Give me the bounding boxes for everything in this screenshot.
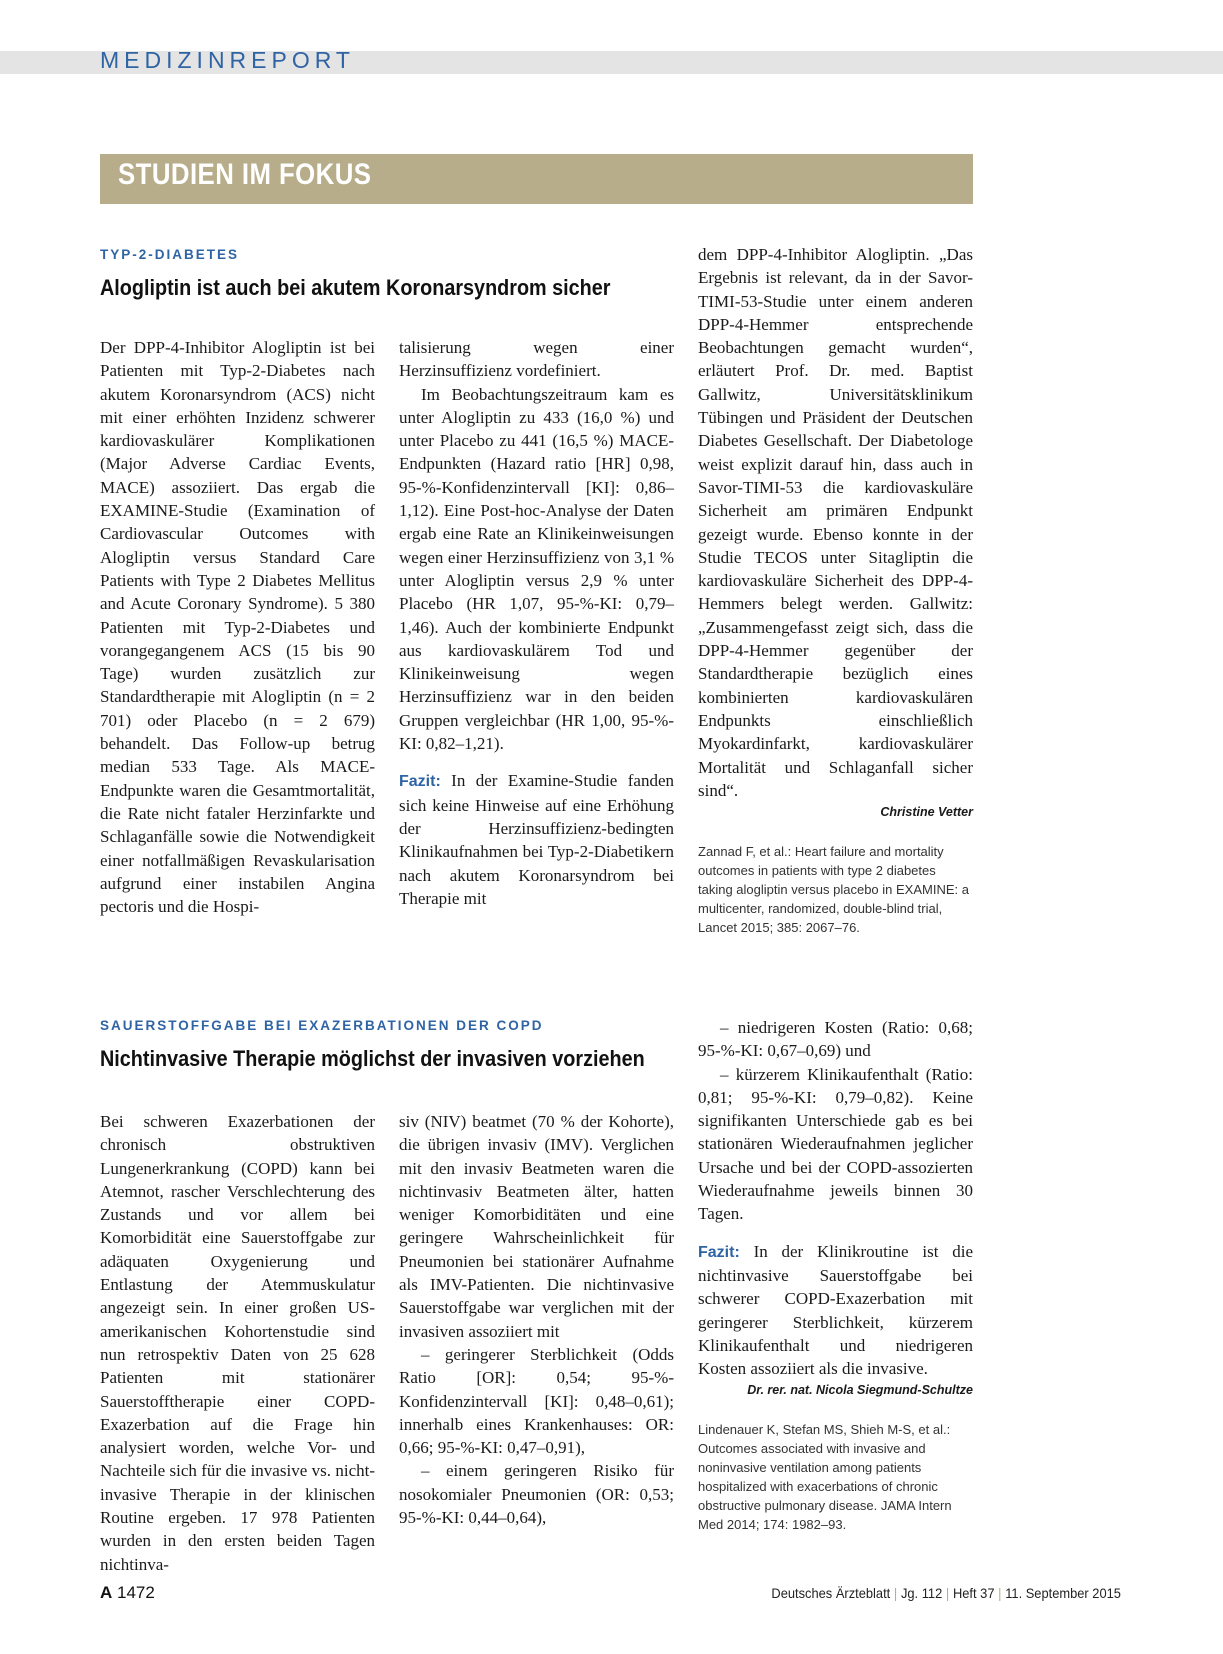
article1-reference: Zannad F, et al.: Heart failure and mortality outcomes in patients with type 2 diabetes taking alogliptin versus placebo in EXAMINE: a multicenter, randomized, double-blind trial, Lancet 2015; 385: 2067–76. (698, 844, 969, 936)
article1-fazit (399, 769, 674, 910)
page-number-value: 1472 (117, 1583, 155, 1602)
article2-col2-para3: – einem geringeren Risiko für nosokomialer Pneumonien (OR: 0,53; 95-%-KI: 0,44–0,64), (399, 1461, 674, 1528)
article2-col2-para2: – geringerer Sterblichkeit (Odds Ratio [OR]: 0,54; 95-%-Konfidenzintervall [KI]: 0,48–0,61); innerhalb eines Krankenhauses: OR: 0,66; 95-%-KI: 0,47–0,91), (399, 1344, 674, 1458)
journal-issue: Heft 37 (952, 1585, 995, 1601)
fazit-text: In der Klinikroutine ist die nichtinvasive Sauerstoffgabe bei schwerer COPD-Exazerbation mit geringerer Sterblichkeit, kürzerem Klinikaufenthalt und niedrigeren Kosten assoziiert als die invasive. (698, 1241, 973, 1379)
article1-col3-text: dem DPP-4-Inhibitor Alogliptin. „Das Ergebnis ist relevant, da in der Savor-TIMI-53-Studie unter einem anderen DPP-4-Hemmer entsprechende Beobachtungen gemacht wurden“, erläutert Prof. Dr. med. Baptist Gallwitz, Universitätsklinikum Tübingen und Präsident der Deutschen Diabetes Gesellschaft. Der Diabetologe weist explizit darauf hin, dass auch in Savor-TIMI-53 die kardiovaskuläre Sicherheit am primären Endpunkt gezeigt wurde. Ebenso konnte in der Studie TECOS unter Sitagliptin die kardiovaskuläre Sicherheit des DPP-4-Hemmers belegt werden. Gallwitz: „Zusammengefasst zeigt sich, dass die DPP-4-Hemmer gegenüber der Standardtherapie bezüglich eines kombinierten kardiovaskulären Endpunkts einschließlich Myokardinfarkt, kardiovaskulärer Mortalität und Schlaganfall sicher sind“. (698, 245, 973, 800)
page-prefix: A (100, 1583, 113, 1602)
article1-col2-para2: Im Beobachtungszeitraum kam es unter Alogliptin zu 433 (16,0 %) und unter Placebo zu 441 (16,5 %) MACE-Endpunkten (Hazard ratio [HR] 0,98, 95-%-Konfidenzintervall [KI]: 0,86–1,12). Eine Post-hoc-Analyse der Daten ergab eine Rate an Klinikeinweisungen wegen einer Herzinsuffizienz von 3,1 % unter Alogliptin versus 2,9 % unter Placebo (HR 1,07, 95-%-KI: 0,79–1,46). Auch der kombinierte Endpunkt aus kardiovaskulärem Tod und Klinikeinweisung wegen Herzinsuffizienz war in den beiden Gruppen vergleichbar (HR 1,00, 95-%-KI: 0,82–1,21). (399, 384, 674, 754)
journal-name: Deutsches Ärzteblatt (771, 1585, 891, 1601)
fazit-text: In der Examine-Studie fanden sich keine Hinweise auf eine Erhöhung der Herzinsuffizienz-bedingten Klinikaufnahmen bei Typ-2-Diabetikern nach akutem Koronarsyndrom bei Therapie mit (399, 771, 674, 908)
article2-fazit (698, 1240, 973, 1381)
article1-headline: Alogliptin ist auch bei akutem Koronarsyndrom sicher (100, 275, 611, 300)
article2-col3-para2: – kürzerem Klinikaufenthalt (Ratio: 0,81; 95-%-KI: 0,79–0,82). Keine signifikanten Unterschiede gab es bei stationären Wiederaufnahmen jeglicher Ursache und bei der COPD-assozierten Wiederaufnahme jeweils binnen 30 Tagen. (698, 1064, 973, 1224)
article1-column-3 (698, 243, 973, 937)
journal-footer: Deutsches Ärzteblatt | Jg. 112 | Heft 37 | 11. September 2015 (771, 1585, 1121, 1601)
fazit-label: Fazit: (399, 773, 441, 791)
article2-col2-para1: siv (NIV) beatmet (70 % der Kohorte), die übrigen invasiv (IMV). Verglichen mit den invasiv Beatmeten waren die nichtinvasiv Beatmeten älter, hatten weniger Komorbiditäten und eine geringere Wahrscheinlichkeit für Pneumonien bei stationärer Aufnahme als IMV-Patienten. Die nichtinvasive Sauerstoffgabe war verglichen mit der invasiven assoziiert mit (399, 1112, 674, 1341)
article1-column-2 (399, 336, 674, 910)
fazit-label: Fazit: (698, 1243, 740, 1261)
article1-author: Christine Vetter (880, 805, 973, 820)
article2-kicker: SAUERSTOFFGABE BEI EXAZERBATIONEN DER COPD (100, 1018, 544, 1033)
article1-col1-text: Der DPP-4-Inhibitor Alogliptin ist bei Patienten mit Typ-2-Diabetes nach akutem Koronarsyndrom (ACS) nicht mit einer erhöhten Inzidenz schwerer kardiovaskulärer Komplikationen (Major Adverse Cardiac Events, MACE) assoziiert. Das ergab die EXAMINE-Studie (Examination of Cardiovascular Outcomes with Alogliptin versus Standard Care Patients with Type 2 Diabetes Mellitus and Acute Coronary Syndrome). 5 380 Patienten mit Typ-2-Diabetes und vorangegangenem ACS (15 bis 90 Tage) wurden zusätzlich zur Standardtherapie mit Alogliptin (n = 2 701) oder Placebo (n = 2 679) behandelt. Das Follow-up betrug median 533 Tage. Als MACE-Endpunkte waren die Gesamtmortalität, die Rate nicht fataler Herzinfarkte und Schlaganfälle sowie die Notwendigkeit einer notfallmäßigen Revaskularisation aufgrund einer instabilen Angina pectoris und die Hospi- (100, 338, 375, 917)
banner-title: STUDIEN IM FOKUS (118, 158, 372, 191)
article2-headline: Nichtinvasive Therapie möglichst der invasiven vorziehen (100, 1046, 645, 1071)
journal-volume: Jg. 112 (900, 1585, 943, 1601)
article1-col2-para1: talisierung wegen einer Herzinsuffizienz vordefiniert. (399, 338, 674, 381)
article2-reference: Lindenauer K, Stefan MS, Shieh M-S, et al.: Outcomes associated with invasive and noninvasive ventilation among patients hospitalized with exacerbations of chronic obstructive pulmonary disease. JAMA Intern Med 2014; 174: 1982–93. (698, 1422, 952, 1533)
article2-column-1 (100, 1110, 375, 1576)
article2-author: Dr. rer. nat. Nicola Siegmund-Schultze (747, 1383, 973, 1398)
article2-column-3 (698, 1016, 973, 1534)
article2-col3-para1: – niedrigeren Kosten (Ratio: 0,68; 95-%-KI: 0,67–0,69) und (698, 1018, 973, 1061)
article2-col1-text: Bei schweren Exazerbationen der chronisch obstruktiven Lungenerkrankung (COPD) kann bei Atemnot, rascher Verschlechterung des Zustands und vor allem bei Komorbidität eine Sauerstoffgabe zur adäquaten Oxygenierung und Entlastung der Atemmuskulatur angezeigt sein. In einer großen US-amerikanischen Kohortenstudie sind nun retrospektiv Daten von 25 628 Patienten mit stationärer Sauerstofftherapie einer COPD-Exazerbation auf die Frage hin analysiert worden, welche Vor- und Nachteile sich für die invasive vs. nicht-invasive Therapie in der klinischen Routine ergeben. 17 978 Patienten wurden in den ersten beiden Tagen nichtinva- (100, 1112, 375, 1574)
article1-kicker: TYP-2-DIABETES (100, 247, 240, 262)
article1-column-1 (100, 336, 375, 918)
journal-date: 11. September 2015 (1005, 1585, 1121, 1601)
article2-column-2 (399, 1110, 674, 1529)
page-number (100, 1583, 155, 1603)
section-label: MEDIZINREPORT (100, 47, 355, 73)
